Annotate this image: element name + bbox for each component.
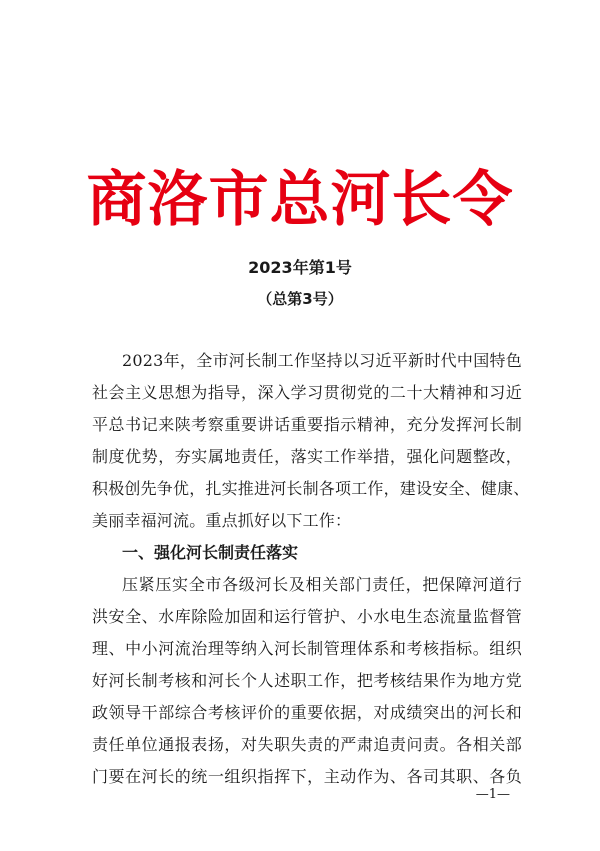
intro-line: 社会主义思想为指导，深入学习贯彻党的二十大精神和习近	[92, 383, 522, 402]
section-line: 理、中小河流治理等纳入河长制管理体系和考核指标。组织	[92, 639, 522, 658]
intro-line: 美丽幸福河流。重点抓好以下工作：	[92, 511, 352, 530]
section-heading: 一、强化河长制责任落实	[122, 543, 299, 562]
document-number: 2023年第1号	[248, 258, 352, 277]
document-body	[92, 345, 530, 793]
intro-line: 积极创先争优，扎实推进河长制各项工作，建设安全、健康、	[92, 479, 530, 498]
section-line: 好河长制考核和河长个人述职工作，把考核结果作为地方党	[92, 671, 522, 690]
document-title: 商洛市总河长令	[86, 165, 514, 235]
page-number: —1—	[475, 787, 510, 802]
section-line: 政领导干部综合考核评价的重要依据，对成绩突出的河长和	[92, 703, 522, 722]
intro-line: 平总书记来陕考察重要讲话重要指示精神，充分发挥河长制	[92, 415, 522, 434]
intro-line: 2023年，全市河长制工作坚持以习近平新时代中国特色	[122, 351, 522, 370]
section-line: 门要在河长的统一组织指挥下，主动作为、各司其职、各负	[92, 767, 522, 786]
section-line: 压紧压实全市各级河长及相关部门责任，把保障河道行	[122, 575, 522, 594]
section-line: 洪安全、水库除险加固和运行管护、小水电生态流量监督管	[92, 607, 522, 626]
section-line: 责任单位通报表扬，对失职失责的严肃追责问责。各相关部	[92, 735, 522, 754]
document-total-number: （总第3号）	[257, 290, 343, 308]
intro-line: 制度优势，夯实属地责任，落实工作举措，强化问题整改，	[92, 447, 522, 466]
